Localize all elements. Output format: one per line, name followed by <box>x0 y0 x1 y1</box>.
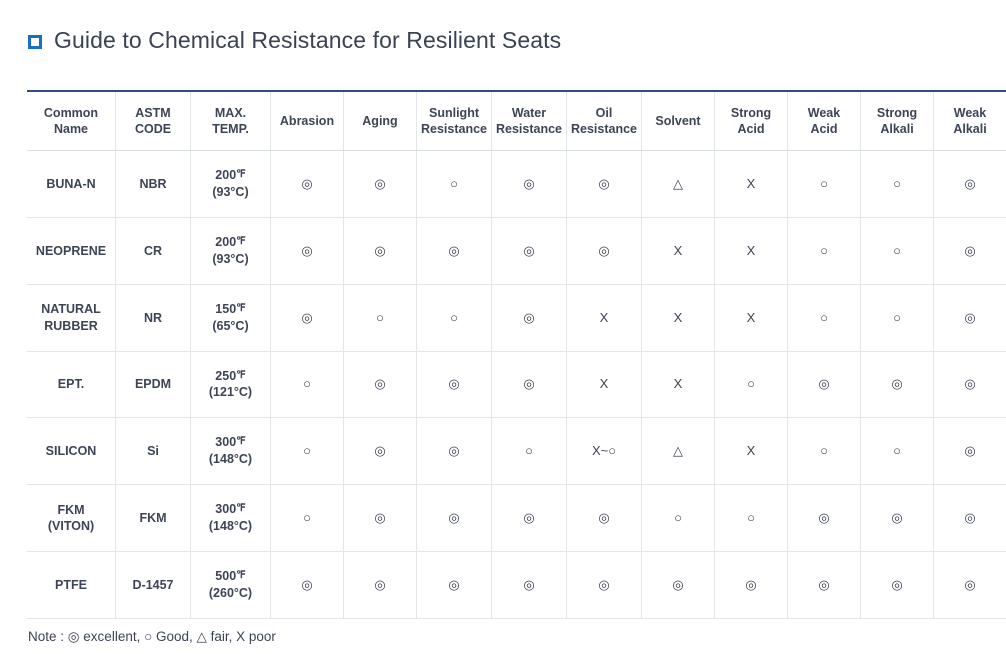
rating-symbol: ◎ <box>964 176 976 192</box>
cell-common-name <box>27 551 116 618</box>
table-row <box>27 351 1006 418</box>
cell-common-name-line: NATURAL <box>41 302 101 317</box>
column-header-strong-alkali: Strong Alkali <box>861 91 934 151</box>
cell-common-name <box>27 485 116 552</box>
rating-symbol: ○ <box>303 376 311 392</box>
rating-symbol: ◎ <box>598 576 610 592</box>
cell-rating <box>788 151 861 218</box>
cell-rating <box>934 151 1006 218</box>
cell-rating <box>861 551 934 618</box>
rating-symbol: ◎ <box>523 376 535 392</box>
cell-rating <box>567 218 642 285</box>
cell-astm-code: NR <box>116 284 191 351</box>
cell-rating <box>788 551 861 618</box>
table-body <box>27 151 1006 618</box>
cell-max-temp <box>191 151 271 218</box>
degree-fahrenheit-icon: ℉ <box>236 369 246 381</box>
rating-symbol: ◎ <box>964 576 976 592</box>
column-header-weak-alkali: Weak Alkali <box>934 91 1006 151</box>
cell-rating <box>417 485 492 552</box>
cell-rating <box>492 551 567 618</box>
cell-common-name <box>27 351 116 418</box>
column-header-water-resistance: Water Resistance <box>492 91 567 151</box>
cell-rating <box>788 485 861 552</box>
cell-rating <box>417 418 492 485</box>
rating-symbol: X <box>673 376 683 392</box>
cell-rating <box>344 284 417 351</box>
table-row <box>27 151 1006 218</box>
column-header-astm-code: ASTM CODE <box>116 91 191 151</box>
cell-common-name <box>27 284 116 351</box>
rating-symbol: X <box>746 309 756 325</box>
table-row <box>27 485 1006 552</box>
rating-symbol: ○ <box>893 242 901 258</box>
square-bullet-icon <box>28 35 42 49</box>
cell-rating <box>642 418 715 485</box>
rating-symbol: ◎ <box>818 376 830 392</box>
cell-rating <box>271 351 344 418</box>
rating-symbol: ○ <box>820 443 828 459</box>
rating-symbol: ◎ <box>301 576 313 592</box>
cell-max-temp-fahrenheit: 300 <box>215 502 237 516</box>
cell-rating <box>271 284 344 351</box>
rating-symbol: ○ <box>674 509 682 525</box>
rating-symbol: ◎ <box>448 443 460 459</box>
cell-rating <box>715 485 788 552</box>
cell-rating <box>417 151 492 218</box>
table-row <box>27 218 1006 285</box>
cell-astm-code: EPDM <box>116 351 191 418</box>
cell-rating <box>642 485 715 552</box>
cell-astm-code: Si <box>116 418 191 485</box>
rating-symbol: ◎ <box>964 242 976 258</box>
column-header-common-name: Common Name <box>27 91 116 151</box>
cell-rating <box>861 218 934 285</box>
cell-rating <box>344 351 417 418</box>
cell-rating <box>788 418 861 485</box>
chemical-resistance-table <box>27 90 1006 619</box>
cell-rating <box>344 218 417 285</box>
rating-symbol: ◎ <box>523 576 535 592</box>
column-header-strong-acid: Strong Acid <box>715 91 788 151</box>
cell-rating <box>417 218 492 285</box>
rating-symbol: ◎ <box>818 576 830 592</box>
rating-symbol: ◎ <box>523 242 535 258</box>
rating-symbol: ◎ <box>598 176 610 192</box>
rating-symbol: ◎ <box>374 176 386 192</box>
rating-symbol: ○ <box>450 309 458 325</box>
rating-symbol: X <box>746 242 756 258</box>
cell-rating <box>344 551 417 618</box>
cell-max-temp <box>191 485 271 552</box>
rating-symbol: ◎ <box>818 509 830 525</box>
cell-rating <box>642 218 715 285</box>
rating-symbol: ◎ <box>523 509 535 525</box>
rating-symbol: ○ <box>820 242 828 258</box>
cell-max-temp-fahrenheit: 300 <box>215 435 237 450</box>
cell-rating <box>492 351 567 418</box>
cell-common-name <box>27 218 116 285</box>
degree-fahrenheit-icon: ℉ <box>236 436 246 448</box>
rating-symbol: X <box>673 242 683 258</box>
cell-max-temp <box>191 418 271 485</box>
rating-symbol: ○ <box>303 443 311 459</box>
cell-astm-code: NBR <box>116 151 191 218</box>
cell-rating <box>934 551 1006 618</box>
cell-common-name-line: RUBBER <box>44 318 98 333</box>
rating-symbol: ○ <box>376 309 384 325</box>
rating-symbol: ◎ <box>374 443 386 459</box>
rating-symbol: △ <box>673 176 683 192</box>
column-header-abrasion: Abrasion <box>271 91 344 151</box>
cell-max-temp-fahrenheit: 500 <box>215 568 237 583</box>
rating-symbol: ○ <box>450 176 458 192</box>
rating-symbol: ◎ <box>448 242 460 258</box>
cell-max-temp-fahrenheit: 200 <box>215 235 237 249</box>
cell-max-temp <box>191 551 271 618</box>
table-header <box>27 91 1006 151</box>
cell-rating <box>567 284 642 351</box>
legend-note: Note : ◎ excellent, ○ Good, △ fair, X poor <box>28 628 276 644</box>
chemical-resistance-table-wrapper <box>24 90 987 619</box>
degree-fahrenheit-icon: ℉ <box>236 302 246 314</box>
cell-rating <box>271 551 344 618</box>
cell-max-temp-fahrenheit: 250 <box>215 368 237 383</box>
degree-fahrenheit-icon: ℉ <box>236 169 246 181</box>
rating-symbol: △ <box>673 443 683 459</box>
cell-common-name-line: PTFE <box>55 577 87 592</box>
rating-symbol: X <box>599 309 609 325</box>
degree-fahrenheit-icon: ℉ <box>236 503 246 514</box>
cell-rating <box>861 151 934 218</box>
cell-rating <box>344 485 417 552</box>
cell-rating <box>567 351 642 418</box>
rating-symbol: ○ <box>893 443 901 459</box>
column-header-weak-acid: Weak Acid <box>788 91 861 151</box>
rating-symbol: ◎ <box>891 509 903 525</box>
cell-common-name <box>27 418 116 485</box>
cell-rating <box>934 351 1006 418</box>
cell-rating <box>567 485 642 552</box>
column-header-aging: Aging <box>344 91 417 151</box>
cell-rating <box>417 351 492 418</box>
rating-symbol: ○ <box>525 443 533 459</box>
cell-max-temp-celsius: (93°C) <box>212 251 249 266</box>
rating-symbol: ○ <box>747 509 755 525</box>
cell-rating <box>417 551 492 618</box>
cell-common-name-line: EPT. <box>57 377 85 392</box>
rating-symbol: ◎ <box>891 576 903 592</box>
cell-max-temp-celsius: (148°C) <box>208 518 253 533</box>
cell-rating <box>642 551 715 618</box>
rating-symbol: ◎ <box>448 509 460 525</box>
cell-rating <box>642 351 715 418</box>
rating-symbol: ○ <box>820 309 828 325</box>
cell-rating <box>417 284 492 351</box>
cell-rating <box>492 151 567 218</box>
cell-rating <box>861 351 934 418</box>
cell-common-name-line: FKM <box>57 502 85 517</box>
cell-max-temp-celsius: (260°C) <box>208 585 253 600</box>
rating-symbol: X <box>599 376 609 392</box>
rating-symbol: ◎ <box>301 242 313 258</box>
table-row <box>27 418 1006 485</box>
cell-max-temp-celsius: (148°C) <box>208 452 253 467</box>
column-header-solvent: Solvent <box>642 91 715 151</box>
cell-rating <box>271 418 344 485</box>
cell-rating <box>271 151 344 218</box>
cell-rating <box>715 284 788 351</box>
rating-symbol: X <box>673 309 683 325</box>
rating-symbol: ◎ <box>374 376 386 392</box>
cell-rating <box>715 351 788 418</box>
cell-rating <box>492 418 567 485</box>
table-header-row <box>27 91 1006 151</box>
cell-rating <box>492 485 567 552</box>
cell-common-name <box>27 151 116 218</box>
cell-rating <box>567 418 642 485</box>
table-row <box>27 284 1006 351</box>
cell-rating <box>271 485 344 552</box>
rating-symbol: ◎ <box>672 576 684 592</box>
cell-rating <box>271 218 344 285</box>
rating-symbol: ◎ <box>374 576 386 592</box>
cell-max-temp-fahrenheit: 200 <box>215 168 237 183</box>
cell-rating <box>861 284 934 351</box>
rating-symbol: ◎ <box>374 242 386 258</box>
rating-symbol: ○ <box>820 176 828 192</box>
cell-rating <box>934 418 1006 485</box>
cell-rating <box>934 284 1006 351</box>
rating-symbol: ◎ <box>523 309 535 325</box>
degree-fahrenheit-icon: ℉ <box>236 236 246 247</box>
cell-astm-code: CR <box>116 218 191 285</box>
column-header-max-temp: MAX. TEMP. <box>191 91 271 151</box>
cell-rating <box>642 151 715 218</box>
cell-max-temp <box>191 351 271 418</box>
cell-rating <box>492 284 567 351</box>
cell-astm-code: FKM <box>116 485 191 552</box>
cell-rating <box>715 551 788 618</box>
page-title <box>28 29 922 52</box>
cell-max-temp-fahrenheit: 150 <box>215 301 237 316</box>
cell-rating <box>715 218 788 285</box>
cell-rating <box>934 485 1006 552</box>
cell-max-temp-celsius: (93°C) <box>212 185 249 200</box>
cell-rating <box>934 218 1006 285</box>
rating-symbol: ◎ <box>598 509 610 525</box>
page-title-text: Guide to Chemical Resistance for Resilient Seats <box>54 27 562 53</box>
cell-max-temp <box>191 284 271 351</box>
column-header-sunlight-resistance: Sunlight Resistance <box>417 91 492 151</box>
cell-rating <box>344 151 417 218</box>
rating-symbol: ◎ <box>448 376 460 392</box>
cell-max-temp-celsius: (65°C) <box>212 318 249 333</box>
cell-rating <box>567 151 642 218</box>
rating-symbol: ◎ <box>374 509 386 525</box>
rating-symbol: ○ <box>893 176 901 192</box>
rating-symbol: ◎ <box>964 309 976 325</box>
cell-common-name-line: (VITON) <box>47 518 95 533</box>
rating-symbol: ◎ <box>301 309 313 325</box>
rating-symbol: ○ <box>893 309 901 325</box>
cell-rating <box>567 551 642 618</box>
cell-rating <box>344 418 417 485</box>
rating-symbol: ◎ <box>891 376 903 392</box>
cell-common-name-line: SILICON <box>45 444 97 458</box>
rating-symbol: ◎ <box>964 376 976 392</box>
rating-symbol: X <box>746 443 756 459</box>
cell-max-temp-celsius: (121°C) <box>208 385 253 400</box>
cell-rating <box>788 218 861 285</box>
rating-symbol: ◎ <box>523 176 535 192</box>
cell-rating <box>642 284 715 351</box>
cell-common-name-line: BUNA-N <box>46 177 96 191</box>
cell-rating <box>492 218 567 285</box>
cell-rating <box>715 418 788 485</box>
rating-symbol: X <box>746 176 756 192</box>
rating-symbol: ○ <box>747 376 755 392</box>
rating-symbol: ○ <box>303 509 311 525</box>
degree-fahrenheit-icon: ℉ <box>236 569 246 581</box>
rating-symbol: ◎ <box>301 176 313 192</box>
rating-symbol: ◎ <box>598 242 610 258</box>
cell-common-name-line: NEOPRENE <box>35 243 107 258</box>
rating-symbol: X~○ <box>591 443 617 459</box>
rating-symbol: ◎ <box>964 443 976 459</box>
cell-astm-code: D-1457 <box>116 551 191 618</box>
column-header-oil-resistance: Oil Resistance <box>567 91 642 151</box>
cell-max-temp <box>191 218 271 285</box>
cell-rating <box>788 284 861 351</box>
cell-rating <box>715 151 788 218</box>
rating-symbol: ◎ <box>745 576 757 592</box>
cell-rating <box>788 351 861 418</box>
rating-symbol: ◎ <box>964 509 976 525</box>
cell-rating <box>861 485 934 552</box>
cell-rating <box>861 418 934 485</box>
table-row <box>27 551 1006 618</box>
rating-symbol: ◎ <box>448 576 460 592</box>
